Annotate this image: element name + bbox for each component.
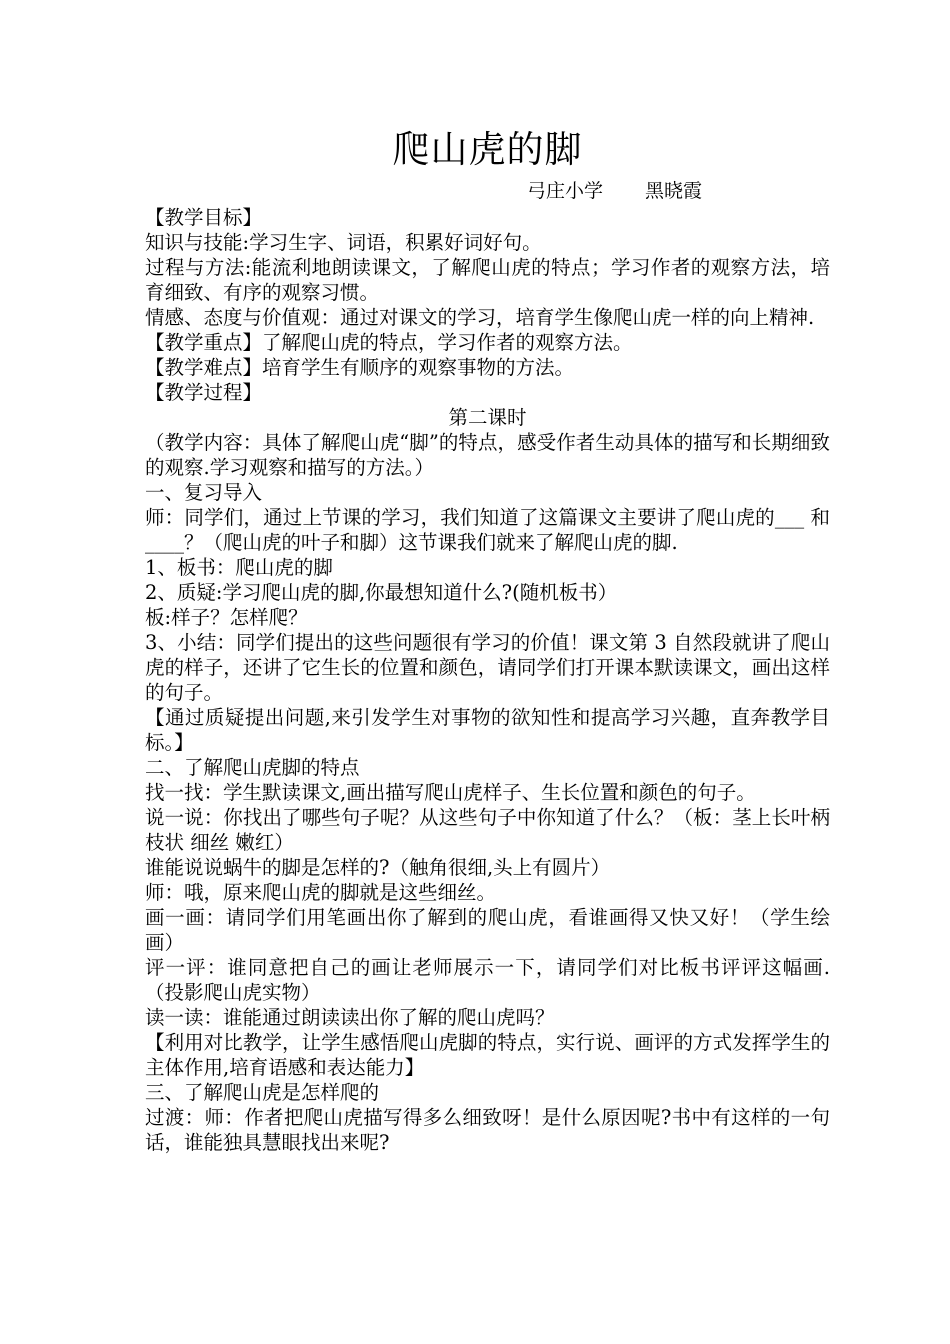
- step-question: 2、质疑:学习爬山虎的脚,你最想知道什么?(随机板书）: [145, 581, 618, 604]
- objective-knowledge: 知识与技能:学习生字、词语，积累好词好句。: [145, 231, 542, 254]
- key-point: 【教学重点】了解爬山虎的特点，学习作者的观察方法。: [145, 331, 633, 354]
- lesson-content: （教学内容：具体了解爬山虎“脚”的特点，感受作者生动具体的描写和长期细致的观察.学习观察和描写的方法。）: [145, 431, 830, 479]
- page-title: 爬山虎的脚: [392, 128, 583, 171]
- activity-find: 找一找：学生默读课文,画出描写爬山虎样子、生长位置和颜色的句子。: [145, 781, 756, 804]
- design-note-1: 【通过质疑提出问题,来引发学生对事物的欲知性和提高学习兴趣，直奔教学目标。】: [145, 706, 830, 754]
- objective-emotion: 情感、态度与价值观：通过对课文的学习，培育学生像爬山虎一样的向上精神.: [145, 306, 815, 329]
- section-heading-objectives: 【教学目标】: [145, 206, 263, 229]
- activity-read: 读一读：谁能通过朗读读出你了解的爬山虎吗？: [145, 1006, 555, 1029]
- section-review: 一、复习导入: [145, 481, 263, 504]
- section-features: 二、了解爬山虎脚的特点: [145, 756, 360, 779]
- question-snail: 谁能说说蜗牛的脚是怎样的?（触角很细,头上有圆片）: [145, 856, 611, 879]
- byline: [145, 178, 830, 205]
- author-name: 黑晓霞: [645, 180, 703, 202]
- activity-draw: 画一画：请同学们用笔画出你了解到的爬山虎，看谁画得又快又好！（学生绘画）: [145, 906, 830, 954]
- school-name: 弓庄小学: [527, 180, 604, 202]
- activity-evaluate: 评一评：谁同意把自己的画让老师展示一下，请同学们对比板书评评这幅画.（投影爬山虎实物）: [145, 956, 830, 1004]
- transition: 过渡：师：作者把爬山虎描写得多么细致呀！是什么原因呢?书中有这样的一句话，谁能独具慧眼找出来呢?: [145, 1106, 830, 1154]
- board-note: 板:样子？怎样爬？: [145, 606, 308, 629]
- teacher-intro: 师：同学们，通过上节课的学习，我们知道了这篇课文主要讲了爬山虎的___ 和 ____？（爬山虎的叶子和脚）这节课我们就来了解爬山虎的脚.: [145, 506, 830, 554]
- difficult-point: 【教学难点】培育学生有顺序的观察事物的方法。: [145, 356, 575, 379]
- step-blackboard: 1、板书：爬山虎的脚: [145, 556, 333, 579]
- step-summary: 3、小结：同学们提出的这些问题很有学习的价值！课文第 3 自然段就讲了爬山虎的样子，还讲了它生长的位置和颜色，请同学们打开课本默读课文，画出这样的句子。: [145, 631, 830, 704]
- lesson-period: 第二课时: [448, 406, 527, 429]
- document-page: [145, 122, 830, 1155]
- objective-process: 过程与方法:能流利地朗读课文，了解爬山虎的特点；学习作者的观察方法，培育细致、有序的观察习惯。: [145, 256, 830, 304]
- section-heading-process: 【教学过程】: [145, 381, 263, 404]
- section-climbing: 三、了解爬山虎是怎样爬的: [145, 1081, 380, 1104]
- teacher-remark: 师：哦，原来爬山虎的脚就是这些细丝。: [145, 881, 497, 904]
- design-note-2: 【利用对比教学，让学生感悟爬山虎脚的特点，实行说、画评的方式发挥学生的主体作用,培育语感和表达能力】: [145, 1031, 830, 1079]
- activity-say: 说一说：你找出了哪些句子呢？从这些句子中你知道了什么？（板：茎上长叶柄 枝状 细丝 嫩红）: [145, 806, 830, 854]
